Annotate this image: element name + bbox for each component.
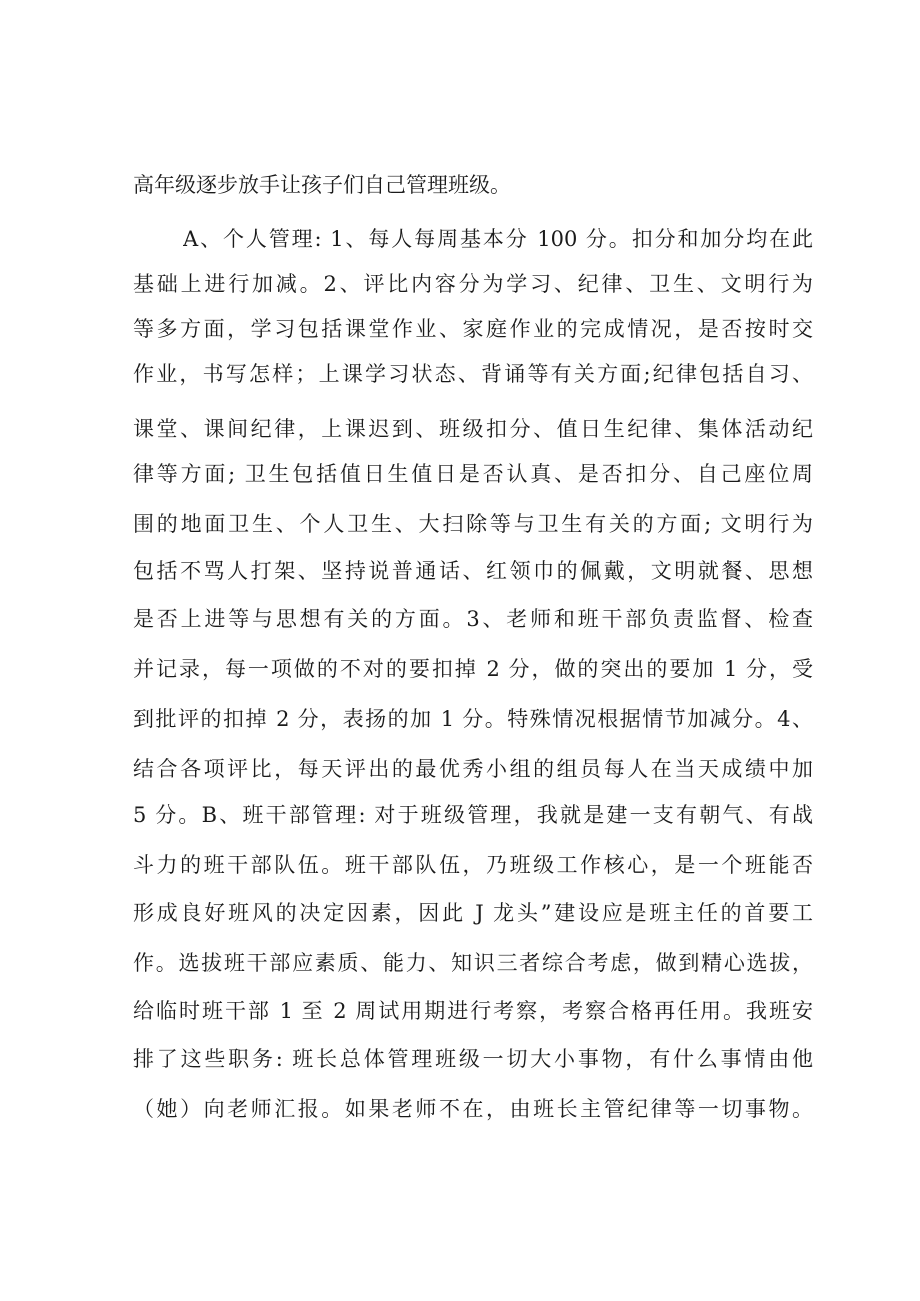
text-line: 形成良好班风的决定因素，因此 J 龙头”建设应是班主任的首要工 bbox=[133, 901, 813, 925]
text-line: 作业，书写怎样；上课学习状态、背诵等有关方面;纪律包括自习、 bbox=[133, 362, 813, 386]
text-line: A、个人管理: 1、每人每周基本分 100 分。扣分和加分均在此 bbox=[183, 227, 813, 251]
text-line: 是否上进等与思想有关的方面。3、老师和班干部负责监督、检查 bbox=[133, 607, 813, 631]
text-line: 结合各项评比，每天评出的最优秀小组的组员每人在当天成绩中加 bbox=[133, 757, 813, 781]
text-line: 排了这些职务: 班长总体管理班级一切大小事物，有什么事情由他 bbox=[133, 1047, 813, 1071]
text-line: 围的地面卫生、个人卫生、大扫除等与卫生有关的方面; 文明行为 bbox=[133, 512, 813, 536]
text-line: 斗力的班干部队伍。班干部队伍，乃班级工作核心，是一个班能否 bbox=[133, 853, 813, 877]
text-line: 律等方面; 卫生包括值日生值日是否认真、是否扣分、自己座位周 bbox=[133, 462, 813, 486]
text-line: （她）向老师汇报。如果老师不在，由班长主管纪律等一切事物。 bbox=[133, 1097, 813, 1121]
text-line: 5 分。B、班干部管理: 对于班级管理，我就是建一支有朝气、有战 bbox=[133, 803, 813, 827]
text-line: 并记录，每一项做的不对的要扣掉 2 分，做的突出的要加 1 分，受 bbox=[133, 657, 813, 681]
text-line: 到批评的扣掉 2 分，表扬的加 1 分。特殊情况根据情节加减分。4、 bbox=[133, 707, 813, 731]
text-line: 基础上进行加减。2、评比内容分为学习、纪律、卫生、文明行为 bbox=[133, 272, 813, 296]
text-line: 给临时班干部 1 至 2 周试用期进行考察，考察合格再任用。我班安 bbox=[133, 999, 813, 1023]
text-line: 等多方面，学习包括课堂作业、家庭作业的完成情况，是否按时交 bbox=[133, 317, 813, 341]
text-line: 课堂、课间纪律，上课迟到、班级扣分、值日生纪律、集体活动纪 bbox=[133, 417, 813, 441]
text-line: 高年级逐步放手让孩子们自己管理班级。 bbox=[133, 173, 511, 197]
text-line: 包括不骂人打架、坚持说普通话、红领巾的佩戴，文明就餐、思想 bbox=[133, 559, 813, 583]
text-line: 作。选拔班干部应素质、能力、知识三者综合考虑，做到精心选拔， bbox=[133, 951, 813, 975]
